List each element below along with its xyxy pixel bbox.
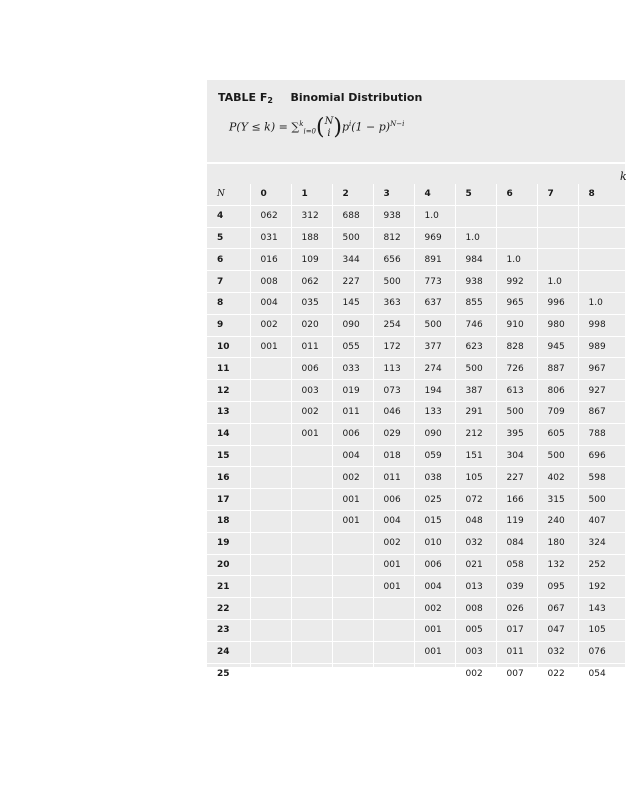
probability-cell: 1.0: [578, 292, 625, 314]
probability-cell: 996: [537, 292, 578, 314]
k-column-header: 4: [414, 184, 455, 205]
probability-cell: [250, 445, 291, 467]
probability-cell: 1.0: [455, 227, 496, 249]
probability-cell: 180: [537, 532, 578, 554]
probability-cell: [332, 532, 373, 554]
formula-q: (1 − p): [351, 120, 391, 134]
probability-cell: 054: [578, 663, 625, 685]
probability-cell: 212: [455, 423, 496, 445]
n-cell: 18: [207, 510, 250, 532]
probability-cell: 001: [250, 336, 291, 358]
probability-cell: 048: [455, 510, 496, 532]
probability-cell: 016: [250, 249, 291, 271]
probability-cell: 312: [291, 205, 332, 227]
probability-cell: 003: [291, 380, 332, 402]
table-row: [207, 380, 625, 402]
probability-cell: 254: [373, 314, 414, 336]
probability-cell: 402: [537, 467, 578, 489]
probability-cell: 105: [578, 619, 625, 641]
formula-p: p: [341, 120, 349, 134]
probability-cell: 047: [537, 619, 578, 641]
probability-cell: 324: [578, 532, 625, 554]
probability-cell: [414, 663, 455, 685]
probability-cell: [496, 227, 537, 249]
probability-cell: [373, 598, 414, 620]
probability-cell: 021: [455, 554, 496, 576]
probability-cell: 095: [537, 576, 578, 598]
probability-cell: 029: [373, 423, 414, 445]
probability-cell: 192: [578, 576, 625, 598]
probability-cell: 004: [332, 445, 373, 467]
k-column-header: 3: [373, 184, 414, 205]
n-cell: 19: [207, 532, 250, 554]
probability-cell: 500: [373, 271, 414, 293]
table-row: [207, 358, 625, 380]
table-name: Binomial Distribution: [290, 91, 423, 104]
probability-cell: 965: [496, 292, 537, 314]
probability-cell: 172: [373, 336, 414, 358]
probability-cell: 992: [496, 271, 537, 293]
table-row: [207, 641, 625, 663]
probability-cell: 002: [455, 663, 496, 685]
probability-cell: 938: [373, 205, 414, 227]
table-row: [207, 336, 625, 358]
binomial-table: [207, 184, 626, 685]
probability-cell: [332, 598, 373, 620]
probability-cell: [250, 554, 291, 576]
table-row: [207, 292, 625, 314]
probability-cell: [578, 227, 625, 249]
probability-cell: [291, 663, 332, 685]
n-cell: 25: [207, 663, 250, 685]
probability-cell: 387: [455, 380, 496, 402]
probability-cell: 006: [332, 423, 373, 445]
formula-sum-sup: k: [299, 119, 304, 128]
probability-cell: [373, 663, 414, 685]
n-cell: 17: [207, 489, 250, 511]
table-row: [207, 576, 625, 598]
probability-cell: 407: [578, 510, 625, 532]
table-row: [207, 532, 625, 554]
probability-cell: 001: [373, 554, 414, 576]
k-axis-label: k: [620, 170, 627, 183]
probability-cell: 500: [414, 314, 455, 336]
probability-cell: 006: [414, 554, 455, 576]
probability-cell: 032: [537, 641, 578, 663]
probability-cell: 018: [373, 445, 414, 467]
probability-cell: 227: [496, 467, 537, 489]
table-row: [207, 423, 625, 445]
probability-cell: [578, 271, 625, 293]
n-cell: 6: [207, 249, 250, 271]
probability-cell: 017: [496, 619, 537, 641]
probability-cell: [332, 641, 373, 663]
n-cell: 5: [207, 227, 250, 249]
probability-cell: 002: [250, 314, 291, 336]
probability-cell: 105: [455, 467, 496, 489]
k-column-header: 6: [496, 184, 537, 205]
probability-cell: [250, 663, 291, 685]
formula-binom-top: N: [324, 115, 334, 127]
probability-cell: 1.0: [414, 205, 455, 227]
probability-cell: [250, 532, 291, 554]
table-row: [207, 445, 625, 467]
probability-cell: 623: [455, 336, 496, 358]
probability-cell: 001: [414, 641, 455, 663]
probability-cell: 039: [496, 576, 537, 598]
probability-cell: 022: [537, 663, 578, 685]
probability-cell: 887: [537, 358, 578, 380]
formula-sum: ∑: [291, 120, 300, 134]
probability-cell: 696: [578, 445, 625, 467]
probability-cell: 377: [414, 336, 455, 358]
probability-cell: 500: [496, 401, 537, 423]
probability-cell: 500: [537, 445, 578, 467]
probability-cell: 143: [578, 598, 625, 620]
probability-cell: 062: [291, 271, 332, 293]
probability-cell: 019: [332, 380, 373, 402]
formula-binom-bottom: i: [327, 127, 331, 139]
n-cell: 13: [207, 401, 250, 423]
probability-cell: [250, 510, 291, 532]
probability-cell: 008: [250, 271, 291, 293]
probability-cell: 891: [414, 249, 455, 271]
probability-cell: [291, 554, 332, 576]
probability-cell: [250, 576, 291, 598]
n-cell: 12: [207, 380, 250, 402]
table-row: [207, 467, 625, 489]
probability-cell: 945: [537, 336, 578, 358]
probability-cell: 038: [414, 467, 455, 489]
header-divider: [207, 162, 625, 164]
probability-cell: 072: [455, 489, 496, 511]
probability-cell: 011: [496, 641, 537, 663]
n-cell: 23: [207, 619, 250, 641]
probability-cell: [373, 641, 414, 663]
probability-cell: 344: [332, 249, 373, 271]
table-row: [207, 314, 625, 336]
probability-cell: [291, 445, 332, 467]
probability-cell: 500: [578, 489, 625, 511]
probability-cell: 002: [291, 401, 332, 423]
probability-cell: 002: [414, 598, 455, 620]
probability-cell: 1.0: [496, 249, 537, 271]
probability-cell: [250, 358, 291, 380]
probability-cell: 291: [455, 401, 496, 423]
table-row: [207, 619, 625, 641]
probability-cell: 010: [414, 532, 455, 554]
probability-cell: 828: [496, 336, 537, 358]
probability-cell: [291, 510, 332, 532]
k-column-header: 8: [578, 184, 625, 205]
probability-cell: 980: [537, 314, 578, 336]
probability-cell: 059: [414, 445, 455, 467]
probability-cell: 046: [373, 401, 414, 423]
n-cell: 7: [207, 271, 250, 293]
probability-cell: 274: [414, 358, 455, 380]
probability-cell: 788: [578, 423, 625, 445]
probability-cell: 969: [414, 227, 455, 249]
probability-cell: 998: [578, 314, 625, 336]
probability-cell: 006: [373, 489, 414, 511]
n-cell: 11: [207, 358, 250, 380]
probability-cell: [332, 663, 373, 685]
probability-cell: 855: [455, 292, 496, 314]
probability-cell: 773: [414, 271, 455, 293]
probability-cell: 132: [537, 554, 578, 576]
probability-cell: 058: [496, 554, 537, 576]
probability-cell: 726: [496, 358, 537, 380]
probability-cell: [537, 227, 578, 249]
probability-cell: 637: [414, 292, 455, 314]
probability-cell: [578, 249, 625, 271]
probability-cell: 252: [578, 554, 625, 576]
probability-cell: 395: [496, 423, 537, 445]
table-row: [207, 271, 625, 293]
probability-cell: 500: [332, 227, 373, 249]
probability-cell: [578, 205, 625, 227]
probability-cell: 031: [250, 227, 291, 249]
probability-cell: 227: [332, 271, 373, 293]
probability-cell: 001: [332, 510, 373, 532]
n-cell: 4: [207, 205, 250, 227]
probability-cell: 005: [455, 619, 496, 641]
probability-cell: 967: [578, 358, 625, 380]
n-column-header: N: [207, 184, 250, 205]
probability-cell: 007: [496, 663, 537, 685]
probability-cell: [250, 619, 291, 641]
probability-cell: 119: [496, 510, 537, 532]
probability-cell: [291, 598, 332, 620]
binomial-formula: P(Y ≤ k) = ∑$^k_{i=0}$(N i )$p^i(1 - p)^{N-i}$: [229, 115, 405, 140]
probability-cell: 113: [373, 358, 414, 380]
table-row: [207, 249, 625, 271]
probability-cell: 188: [291, 227, 332, 249]
probability-cell: 055: [332, 336, 373, 358]
probability-cell: 002: [332, 467, 373, 489]
probability-cell: 002: [373, 532, 414, 554]
probability-cell: 004: [414, 576, 455, 598]
probability-cell: 090: [332, 314, 373, 336]
probability-cell: 025: [414, 489, 455, 511]
probability-cell: 304: [496, 445, 537, 467]
probability-cell: 363: [373, 292, 414, 314]
probability-cell: 151: [455, 445, 496, 467]
probability-cell: 746: [455, 314, 496, 336]
table-panel: [207, 80, 627, 679]
probability-cell: [250, 489, 291, 511]
probability-cell: 062: [250, 205, 291, 227]
formula-p-sup: i: [349, 119, 352, 128]
probability-cell: 598: [578, 467, 625, 489]
n-cell: 14: [207, 423, 250, 445]
table-row: [207, 510, 625, 532]
probability-cell: 032: [455, 532, 496, 554]
probability-cell: 927: [578, 380, 625, 402]
n-cell: 16: [207, 467, 250, 489]
probability-cell: [332, 576, 373, 598]
probability-cell: 011: [291, 336, 332, 358]
n-cell: 15: [207, 445, 250, 467]
probability-cell: 812: [373, 227, 414, 249]
table-row: [207, 663, 625, 685]
probability-cell: 166: [496, 489, 537, 511]
probability-cell: [291, 532, 332, 554]
probability-cell: [250, 641, 291, 663]
n-cell: 8: [207, 292, 250, 314]
table-row: [207, 227, 625, 249]
probability-cell: 033: [332, 358, 373, 380]
probability-cell: 984: [455, 249, 496, 271]
probability-cell: 073: [373, 380, 414, 402]
probability-cell: 084: [496, 532, 537, 554]
probability-cell: [455, 205, 496, 227]
probability-cell: 867: [578, 401, 625, 423]
probability-cell: 001: [291, 423, 332, 445]
probability-cell: 315: [537, 489, 578, 511]
probability-cell: 008: [455, 598, 496, 620]
probability-cell: 938: [455, 271, 496, 293]
n-cell: 21: [207, 576, 250, 598]
probability-cell: 109: [291, 249, 332, 271]
probability-cell: [291, 489, 332, 511]
probability-cell: 001: [373, 576, 414, 598]
probability-cell: [291, 641, 332, 663]
probability-cell: 709: [537, 401, 578, 423]
probability-cell: 090: [414, 423, 455, 445]
n-cell: 22: [207, 598, 250, 620]
probability-cell: 067: [537, 598, 578, 620]
probability-cell: 006: [291, 358, 332, 380]
n-cell: 9: [207, 314, 250, 336]
probability-cell: 613: [496, 380, 537, 402]
k-column-header: 7: [537, 184, 578, 205]
probability-cell: [291, 619, 332, 641]
probability-cell: [291, 576, 332, 598]
probability-cell: 011: [332, 401, 373, 423]
formula-lhs: P(Y ≤ k) =: [229, 120, 292, 134]
probability-cell: [537, 249, 578, 271]
probability-cell: [291, 467, 332, 489]
probability-cell: 656: [373, 249, 414, 271]
probability-cell: [332, 554, 373, 576]
probability-cell: 989: [578, 336, 625, 358]
n-cell: 24: [207, 641, 250, 663]
probability-cell: 910: [496, 314, 537, 336]
probability-cell: 500: [455, 358, 496, 380]
probability-cell: 013: [455, 576, 496, 598]
probability-cell: 035: [291, 292, 332, 314]
probability-cell: 011: [373, 467, 414, 489]
probability-cell: 806: [537, 380, 578, 402]
probability-cell: 688: [332, 205, 373, 227]
probability-cell: [250, 401, 291, 423]
table-label: TABLE F: [218, 91, 268, 104]
probability-cell: [537, 205, 578, 227]
table-row: [207, 598, 625, 620]
probability-cell: 076: [578, 641, 625, 663]
k-column-header: 2: [332, 184, 373, 205]
k-column-header: 1: [291, 184, 332, 205]
k-column-header: 0: [250, 184, 291, 205]
formula-sum-sub: i=0: [303, 127, 317, 136]
probability-cell: 015: [414, 510, 455, 532]
probability-cell: 1.0: [537, 271, 578, 293]
probability-cell: [250, 380, 291, 402]
probability-cell: 605: [537, 423, 578, 445]
probability-cell: 001: [414, 619, 455, 641]
probability-cell: 003: [455, 641, 496, 663]
probability-cell: 133: [414, 401, 455, 423]
probability-cell: [373, 619, 414, 641]
table-row: [207, 401, 625, 423]
table-label-subscript: 2: [267, 96, 273, 105]
probability-cell: [496, 205, 537, 227]
column-header-row: [207, 184, 625, 205]
probability-cell: 240: [537, 510, 578, 532]
probability-cell: 194: [414, 380, 455, 402]
k-column-header: 5: [455, 184, 496, 205]
probability-cell: 145: [332, 292, 373, 314]
probability-cell: 026: [496, 598, 537, 620]
probability-cell: 001: [332, 489, 373, 511]
probability-cell: [250, 598, 291, 620]
table-title: [218, 91, 422, 104]
n-cell: 20: [207, 554, 250, 576]
probability-cell: [332, 619, 373, 641]
table-row: [207, 554, 625, 576]
probability-cell: 004: [250, 292, 291, 314]
probability-cell: 004: [373, 510, 414, 532]
probability-cell: [250, 423, 291, 445]
probability-cell: 020: [291, 314, 332, 336]
probability-cell: [250, 467, 291, 489]
n-cell: 10: [207, 336, 250, 358]
formula-q-sup: N−i: [390, 119, 405, 128]
table-row: [207, 489, 625, 511]
table-row: [207, 205, 625, 227]
